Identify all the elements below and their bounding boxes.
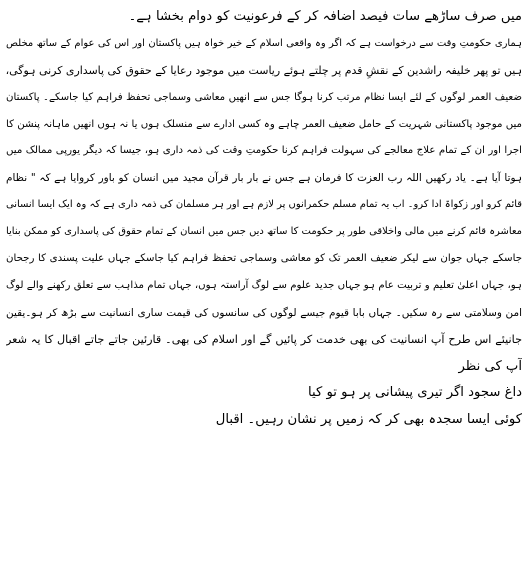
text-line-4: ضعیف العمر لوگوں کے لئے ایسا نظام مرتب کرنا ہوگا جس سے انھیں معاشی وسماجی تحفظ فراہم کیا جاسکے۔ پاکستان: [6, 91, 522, 103]
text-line-10: جاسکے جہاں جوان سے لیکر ضعیف العمر تک کو معاشی وسماجی تحفظ فراہم کیا جاسکے جہاں علیت پسندی کا رجحان: [6, 253, 522, 265]
text-line-7: ہوتا آیا ہے۔ یاد رکھیں اللہ رب العزت کا فرمان ہے جس نے بار بار قرآن مجید میں انسان کو باور کروایا ہے کہ " نظام: [6, 172, 522, 185]
text-line-12: امن وسلامتی سے رہ سکیں۔ جہاں بابا قیوم جیسے لوگوں کی سانسوں کی قیمت ساری انسانیت سے بڑھ کر ہو۔یقین: [6, 306, 522, 319]
text-line-13: جانیئے اس طرح آپ انسانیت کی بھی خدمت کر پائیں گے اور اسلام کی بھی۔ قارئین جاتے جاتے اقبال کا یہ شعر: [6, 332, 522, 346]
text-line-14: آپ کی نظر: [458, 358, 522, 374]
text-line-5: میں موجود پاکستانی شہریت کے حامل ضعیف العمر چاہے وہ کسی ادارے سے منسلک ہوں یا نہ ہوں انھیں ماہانہ پنشن کا: [6, 118, 522, 130]
text-line-6: اجرا اور ان کے تمام علاج معالجے کی سہولت فراہم کرنا حکومتِ وقت کی ذمہ داری ہو، جیسا کہ دیگر یورپی ممالک میں: [6, 145, 522, 157]
poem-line-2: کوئی ایسا سجدہ بھی کر کہ زمیں پر نشان رہیں۔ اقبال: [215, 412, 522, 428]
text-line-8: قائم کرو اور زکواۃ ادا کرو۔ اب یہ تمام مسلم حکمرانوں پر لازم ہے اور ہر مسلمان کی ذمہ داری ہے کہ وہ ایک ایسا انسانی: [6, 199, 522, 211]
text-line-11: ہو، جہاں اعلیٰ تعلیم و تربیت عام ہو جہاں جدید علوم سے لوگ آراستہ ہوں، جہاں تمام مذاہب سے تعلق رکھنے والے لوگ: [6, 279, 522, 291]
article-body: [6, 4, 522, 557]
poem-line-1: داغ سجود اگر تیری پیشانی پر ہو تو کیا: [308, 385, 522, 401]
text-line-2: ہماری حکومتِ وقت سے درخواست ہے کہ اگر وہ واقعی اسلام کے خیر خواہ ہیں پاکستان اور اس کی عوام کے ساتھ مخلص: [6, 37, 522, 49]
text-line-3: ہیں تو پھر خلیفہ راشدین کے نقشِ قدم پر چلتے ہوئے ریاست میں موجود رعایا کے حقوق کی پاسداری کرنی ہوگی،: [6, 63, 522, 77]
text-line-1: میں صرف ساڑھے سات فیصد اضافہ کر کے فرعونیت کو دوام بخشا ہے۔: [128, 9, 522, 24]
text-line-9: معاشرہ قائم کرنے میں مالی واخلاقی طور پر حکومت کا ساتھ دیں جس میں انسان کے تمام حقوق کی پاسداری کو ممکن بنایا: [6, 226, 522, 238]
